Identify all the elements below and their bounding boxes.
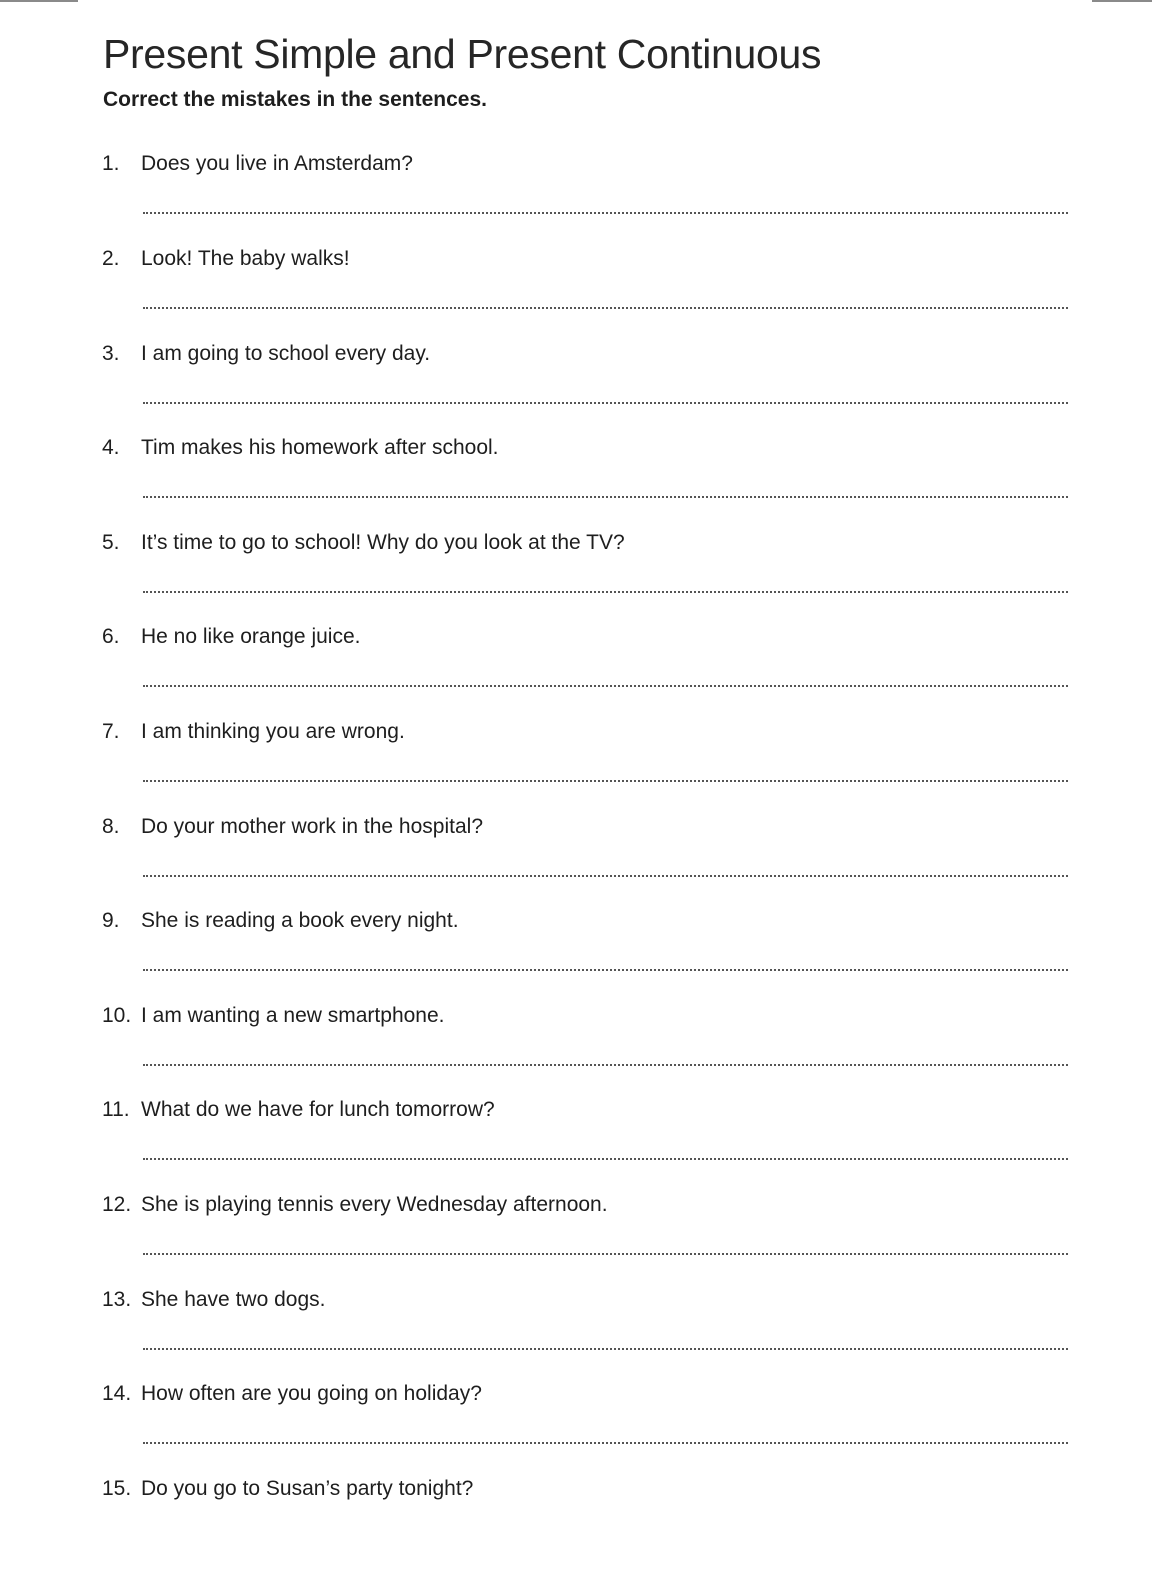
answer-line[interactable]: [143, 402, 1068, 404]
answer-line[interactable]: [143, 496, 1068, 498]
exercise-item: [0, 531, 1152, 625]
item-number: 7.: [102, 720, 120, 743]
item-number: 12.: [102, 1193, 132, 1216]
item-number: 2.: [102, 247, 120, 270]
exercise-item: [0, 720, 1152, 814]
item-number: 3.: [102, 342, 120, 365]
item-sentence: What do we have for lunch tomorrow?: [141, 1098, 495, 1121]
exercise-item: [0, 815, 1152, 909]
item-number: 1.: [102, 152, 120, 175]
answer-line[interactable]: [143, 1253, 1068, 1255]
exercise-item: [0, 247, 1152, 341]
instruction-text: Correct the mistakes in the sentences.: [103, 88, 487, 111]
item-sentence: He no like orange juice.: [141, 625, 361, 648]
answer-line[interactable]: [143, 780, 1068, 782]
item-number: 8.: [102, 815, 120, 838]
item-sentence: I am thinking you are wrong.: [141, 720, 405, 743]
item-number: 9.: [102, 909, 120, 932]
exercise-item: [0, 1098, 1152, 1192]
answer-line[interactable]: [143, 685, 1068, 687]
item-sentence: Does you live in Amsterdam?: [141, 152, 413, 175]
item-sentence: She is reading a book every night.: [141, 909, 459, 932]
exercise-item: [0, 1382, 1152, 1476]
item-number: 6.: [102, 625, 120, 648]
answer-line[interactable]: [143, 307, 1068, 309]
item-sentence: Do you go to Susan’s party tonight?: [141, 1477, 474, 1500]
item-sentence: Look! The baby walks!: [141, 247, 350, 270]
answer-line[interactable]: [143, 875, 1068, 877]
item-sentence: It’s time to go to school! Why do you look at the TV?: [141, 531, 625, 554]
item-sentence: Do your mother work in the hospital?: [141, 815, 483, 838]
exercise-item: [0, 1477, 1152, 1571]
item-sentence: Tim makes his homework after school.: [141, 436, 499, 459]
exercise-item: [0, 625, 1152, 719]
item-sentence: She is playing tennis every Wednesday afternoon.: [141, 1193, 608, 1216]
item-number: 15.: [102, 1477, 132, 1500]
item-number: 4.: [102, 436, 120, 459]
exercise-item: [0, 1193, 1152, 1287]
item-number: 13.: [102, 1288, 132, 1311]
answer-line[interactable]: [143, 212, 1068, 214]
item-number: 10.: [102, 1004, 132, 1027]
answer-line[interactable]: [143, 1158, 1068, 1160]
answer-line[interactable]: [143, 591, 1068, 593]
item-sentence: I am going to school every day.: [141, 342, 431, 365]
exercise-item: [0, 152, 1152, 246]
exercise-item: [0, 909, 1152, 1003]
item-sentence: I am wanting a new smartphone.: [141, 1004, 445, 1027]
item-sentence: How often are you going on holiday?: [141, 1382, 482, 1405]
exercise-item: [0, 1288, 1152, 1382]
exercise-item: [0, 342, 1152, 436]
exercise-item: [0, 436, 1152, 530]
exercise-item: [0, 1004, 1152, 1098]
answer-line[interactable]: [143, 969, 1068, 971]
answer-line[interactable]: [143, 1348, 1068, 1350]
item-number: 11.: [102, 1098, 130, 1121]
item-number: 5.: [102, 531, 120, 554]
item-sentence: She have two dogs.: [141, 1288, 326, 1311]
answer-line[interactable]: [143, 1442, 1068, 1444]
item-number: 14.: [102, 1382, 132, 1405]
worksheet-title: Present Simple and Present Continuous: [103, 31, 822, 78]
answer-line[interactable]: [143, 1064, 1068, 1066]
